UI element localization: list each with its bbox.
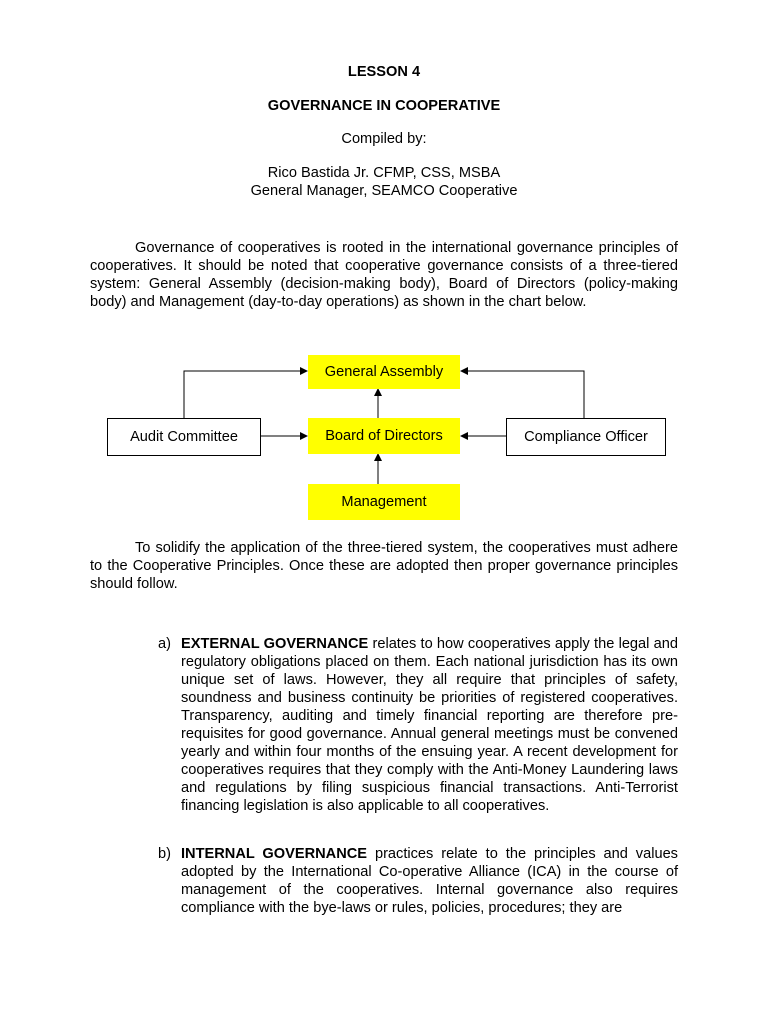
intro-paragraph: [90, 239, 678, 311]
list-item-body: practices relate to the principles and values adopted by the International Co-operative Alliance (ICA) in the course of management of the cooperatives. Internal governance also requires compliance with the bye-laws or rules, policies, procedures; they are: [181, 846, 678, 916]
intro-paragraph-text: Governance of cooperatives is rooted in the international governance principles of cooperatives. It should be noted that cooperative governance consists of a three-tiered system: General Assembly (decision-making body), Board of Directors (policy-making body) and Management (day-to-day operations) as shown in the chart below.: [90, 240, 678, 310]
list-item-term: INTERNAL GOVERNANCE: [181, 846, 368, 862]
general-assembly-box: General Assembly: [308, 355, 460, 389]
board-of-directors-box: Board of Directors: [308, 418, 460, 454]
second-paragraph: [90, 539, 678, 593]
list-item-term: EXTERNAL GOVERNANCE: [181, 636, 369, 652]
author-position: General Manager, SEAMCO Cooperative: [250, 183, 518, 199]
audit-to-assembly-connector: [184, 371, 307, 418]
lesson-number: LESSON 4: [347, 64, 421, 80]
list-marker: a): [158, 636, 171, 652]
author-name: Rico Bastida Jr. CFMP, CSS, MSBA: [267, 165, 501, 181]
compliance-officer-box: Compliance Officer: [506, 418, 666, 456]
management-box: Management: [308, 484, 460, 520]
list-item-text: [181, 845, 678, 917]
compiled-by-label: Compiled by:: [341, 131, 427, 147]
document-title: GOVERNANCE IN COOPERATIVE: [267, 98, 501, 114]
audit-committee-box: Audit Committee: [107, 418, 261, 456]
list-marker: b): [158, 846, 171, 862]
second-paragraph-text: To solidify the application of the three-tiered system, the cooperatives must adhere to the Cooperative Principles. Once these are adopted then proper governance principles should follow.: [90, 540, 678, 592]
list-item-body: relates to how cooperatives apply the legal and regulatory obligations placed on them. Each national jurisdiction has its own unique set of laws. However, they all require that principles of safety, soundness and business continuity be priorities of registered cooperatives. Transparency, auditing and timely financial reporting are therefore pre-requisites for good governance. Annual general meetings must be convened yearly and within four months of the ensuing year. A recent development for cooperatives requires that they comply with the Anti-Money Laundering laws and regulations by filing suspicious financial transactions. Anti-Terrorist financing legislation is also applicable to all cooperatives.: [181, 636, 678, 814]
list-item-text: [181, 635, 678, 815]
compliance-to-assembly-connector: [461, 371, 584, 418]
